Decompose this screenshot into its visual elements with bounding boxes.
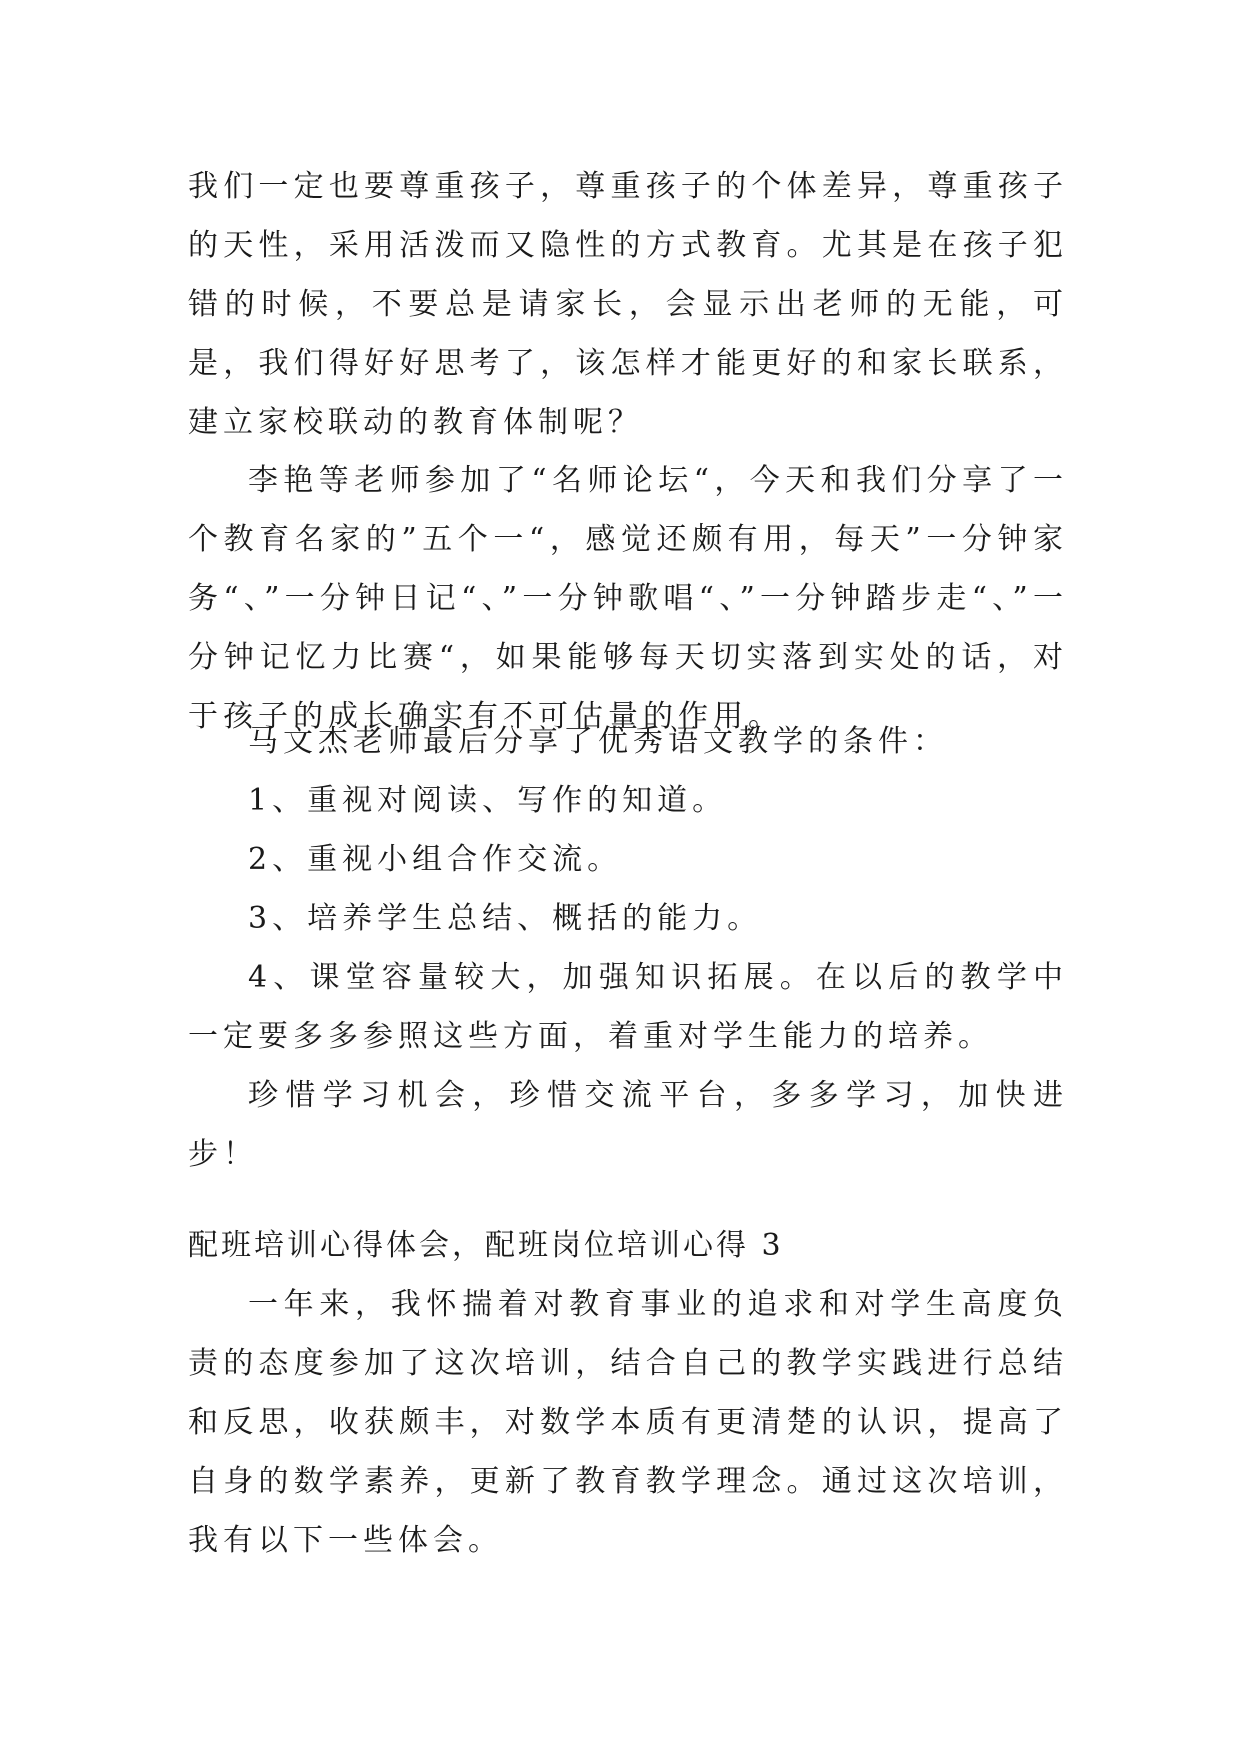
list-item-1: 1、重视对阅读、写作的知道。 [248, 783, 728, 818]
paragraph-year-of-training: 一年来，我怀揣着对教育事业的追求和对学生高度负责的态度参加了这次培训，结合自己的教学实践进行总结和反思，收获颇丰，对数学本质有更清楚的认识，提高了自身的数学素养，更新了教育教学理念。通过这次培训，我有以下一些体会。 [188, 1287, 1068, 1558]
paragraph-famous-teacher-forum: 李艳等老师参加了“名师论坛“，今天和我们分享了一个教育名家的”五个一“，感觉还颇有用，每天”一分钟家务“、”一分钟日记“、”一分钟歌唱“、”一分钟踏步走“、”一分钟记忆力比赛“，如果能够每天切实落到实处的话，对于孩子的成长确实有不可估量的作用。 [188, 463, 1068, 734]
paragraph-respect-children: 我们一定也要尊重孩子，尊重孩子的个体差异，尊重孩子的天性，采用活泼而又隐性的方式教育。尤其是在孩子犯错的时候，不要总是请家长，会显示出老师的无能，可是，我们得好好思考了，该怎样才能更好的和家长联系，建立家校联动的教育体制呢？ [188, 169, 1068, 440]
section-heading: 配班培训心得体会，配班岗位培训心得 3 [188, 1228, 784, 1263]
paragraph-cherish-learning: 珍惜学习机会，珍惜交流平台，多多学习，加快进步！ [188, 1078, 1068, 1172]
list-item-3: 3、培养学生总结、概括的能力。 [248, 901, 763, 936]
list-item-2: 2、重视小组合作交流。 [248, 842, 623, 877]
paragraph-teaching-conditions-intro: 马文杰老师最后分享了优秀语文教学的条件： [248, 724, 948, 759]
list-item-4: 4、课堂容量较大，加强知识拓展。在以后的教学中一定要多多参照这些方面，着重对学生能力的培养。 [188, 960, 1068, 1054]
